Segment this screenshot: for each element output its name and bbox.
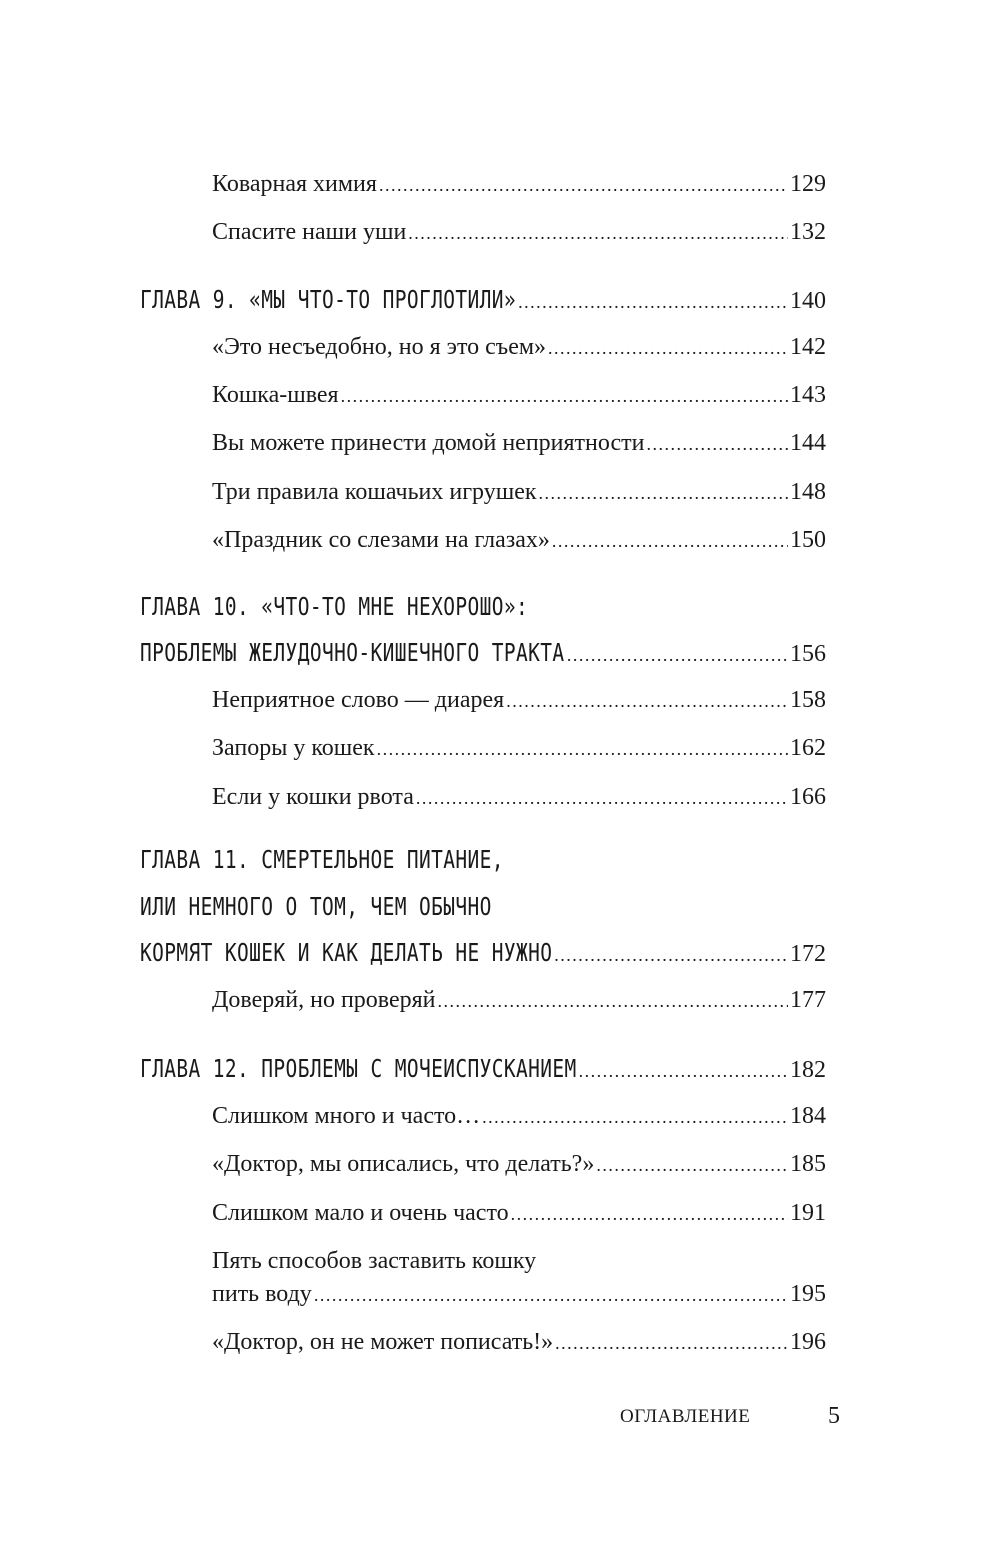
toc-entry-page: 185 [790,1151,826,1177]
toc-entry-title: Коварная химия [212,171,377,197]
toc-entry-page: 191 [790,1200,826,1226]
toc-entry[interactable] [212,479,826,506]
toc-entry[interactable] [212,527,826,554]
dot-leader [518,292,788,313]
toc-chapter-page: 140 [790,288,826,314]
toc-entry-page: 143 [790,382,826,408]
toc-entry-page: 166 [790,784,826,810]
toc-entry-title: «Доктор, он не может пописать!» [212,1329,554,1355]
toc-chapter-page: 172 [790,941,826,967]
dot-leader [408,223,788,244]
toc-entry-title: Если у кошки рвота [212,784,414,810]
toc-entry[interactable] [212,735,826,762]
dot-leader [438,991,788,1012]
toc-entry[interactable] [212,430,826,457]
dot-leader [552,531,788,552]
dot-leader [539,483,788,504]
toc-entry-title: «Праздник со слезами на глазах» [212,527,550,553]
toc-entry-page: 196 [790,1329,826,1355]
toc-entry-page: 158 [790,687,826,713]
dot-leader [377,739,788,760]
toc-entry-title: пить воду [212,1281,312,1307]
dot-leader [555,1333,788,1354]
toc-entry-title: Кошка-швея [212,382,339,408]
toc-entry-page: 132 [790,219,826,245]
dot-leader [511,1204,788,1225]
toc-entry[interactable] [212,687,826,714]
toc-entry[interactable] [212,219,826,246]
toc-entry-page: 177 [790,987,826,1013]
toc-entry-title-line: Пять способов заставить кошку [212,1248,537,1274]
dot-leader [416,788,788,809]
toc-entry[interactable] [212,1281,826,1308]
toc-entry-title: «Доктор, мы описались, что делать?» [212,1151,595,1177]
running-footer-label: ОГЛАВЛЕНИЕ [620,1406,751,1427]
toc-entry[interactable] [212,987,826,1014]
toc-entry-title: Запоры у кошек [212,735,375,761]
toc-chapter-title: ПРОБЛЕМЫ ЖЕЛУДОЧНО-КИШЕЧНОГО ТРАКТА [140,638,565,667]
dot-leader [567,645,788,666]
dot-leader [596,1155,788,1176]
toc-entry-title: Вы можете принести домой неприятности [212,430,645,456]
dot-leader [314,1285,788,1306]
toc-chapter-page: 156 [790,641,826,667]
dot-leader [506,691,788,712]
toc-chapter-title-line: ГЛАВА 10. «ЧТО-ТО МНЕ НЕХОРОШО»: [140,592,529,621]
toc-chapter[interactable] [140,638,826,668]
toc-entry-page: 150 [790,527,826,553]
toc-chapter-title-line: ИЛИ НЕМНОГО О ТОМ, ЧЕМ ОБЫЧНО [140,892,492,921]
toc-chapter-title: ГЛАВА 12. ПРОБЛЕМЫ С МОЧЕИСПУСКАНИЕМ [140,1054,577,1083]
page-number: 5 [828,1403,840,1429]
toc-chapter-title: КОРМЯТ КОШЕК И КАК ДЕЛАТЬ НЕ НУЖНО [140,938,553,967]
dot-leader [341,386,788,407]
toc-entry-page: 148 [790,479,826,505]
toc-entry-title: Доверяй, но проверяй [212,987,436,1013]
toc-entry-title: Спасите наши уши [212,219,407,245]
toc-chapter-title: ГЛАВА 9. «МЫ ЧТО-ТО ПРОГЛОТИЛИ» [140,285,517,314]
toc-entry[interactable] [212,382,826,409]
dot-leader [482,1107,788,1128]
dot-leader [579,1061,788,1082]
toc-entry[interactable] [212,334,826,361]
toc-chapter-title-line: ГЛАВА 11. СМЕРТЕЛЬНОЕ ПИТАНИЕ, [140,845,504,874]
dot-leader [646,434,788,455]
toc-entry[interactable] [212,1103,826,1130]
toc-chapter-page: 182 [790,1057,826,1083]
toc-entry[interactable] [212,1151,826,1178]
toc-entry-page: 162 [790,735,826,761]
toc-entry[interactable] [212,1200,826,1227]
dot-leader [554,945,788,966]
toc-chapter[interactable] [140,285,826,315]
toc-entry-page: 195 [790,1281,826,1307]
toc-entry[interactable] [212,784,826,811]
toc-entry-page: 184 [790,1103,826,1129]
toc-entry-title: Неприятное слово — диарея [212,687,505,713]
toc-chapter[interactable] [140,1054,826,1084]
dot-leader [379,175,788,196]
toc-entry-page: 144 [790,430,826,456]
toc-chapter[interactable] [140,938,826,968]
toc-entry[interactable] [212,1329,826,1356]
toc-entry-title: «Это несъедобно, но я это съем» [212,334,547,360]
toc-entry-title: Три правила кошачьих игрушек [212,479,537,505]
toc-entry-page: 129 [790,171,826,197]
toc-entry[interactable] [212,171,826,198]
toc-entry-title: Слишком много и часто… [212,1103,481,1129]
dot-leader [548,338,788,359]
toc-entry-title: Слишком мало и очень часто [212,1200,509,1226]
toc-entry-page: 142 [790,334,826,360]
